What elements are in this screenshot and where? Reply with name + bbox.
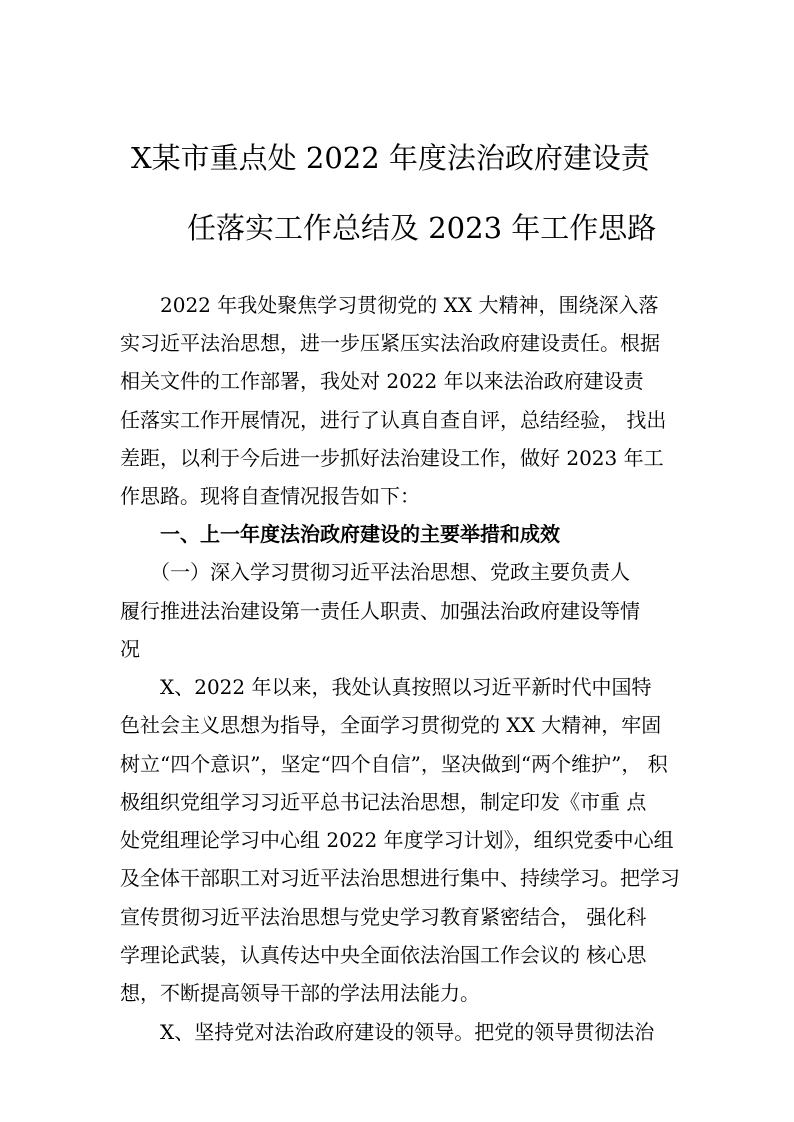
body-line: 作思路。现将自查情况报告如下： [120,484,420,508]
body-line: X、坚持党对法治政府建设的领导。把党的领导贯彻法治 [120,1020,655,1044]
body-line: 差距，以利于今后进一步抓好法治建设工作，做好 2023 年工 [120,446,664,470]
body-line: 宣传贯彻习近平法治思想与党史学习教育紧密结合， 强化科 [120,905,647,929]
body-line: 色社会主义思想为指导，全面学习贯彻党的 XX 大精神，牢固 [120,713,662,737]
body-line: 任落实工作开展情况，进行了认真自查自评，总结经验， 找出 [120,408,667,432]
document-title-line-1: X某市重点处 2022 年度法治政府建设责 [131,141,650,175]
body-line: 相关文件的工作部署，我处对 2022 年以来法治政府建设责 [120,369,644,393]
body-line: 极组织党组学习习近平总书记法治思想，制定印发《市重 点 [120,790,647,814]
body-line: 处党组理论学习中心组 2022 年度学习计划》，组织党委中心组 [120,828,674,852]
body-line: 实习近平法治思想，进一步压紧压实法治政府建设责任。根据 [120,331,660,355]
subsection-heading-line: （一）深入学习贯彻习近平法治思想、党政主要负责人 [120,560,630,584]
subsection-heading-line: 履行推进法治建设第一责任人职责、加强法治政府建设等情 [120,599,640,623]
body-line: X、2022 年以来，我处认真按照以习近平新时代中国特 [120,675,652,699]
section-heading: 一、上一年度法治政府建设的主要举措和成效 [120,522,560,546]
body-line: 及全体干部职工对习近平法治思想进行集中、持续学习。把学习 [120,866,680,890]
subsection-heading-line: 况 [120,637,140,661]
body-line: 学理论武装，认真传达中央全面依法治国工作会议的 核心思 [120,943,647,967]
body-line: 树立“四个意识”，坚定“四个自信”，坚决做到“两个维护”， 积 [120,752,668,776]
document-title-line-2: 任落实工作总结及 2023 年工作思路 [187,211,657,245]
body-line: 2022 年我处聚焦学习贯彻党的 XX 大精神，围绕深入落 [120,293,659,317]
body-line: 想，不断提高领导干部的学法用法能力。 [120,981,480,1005]
